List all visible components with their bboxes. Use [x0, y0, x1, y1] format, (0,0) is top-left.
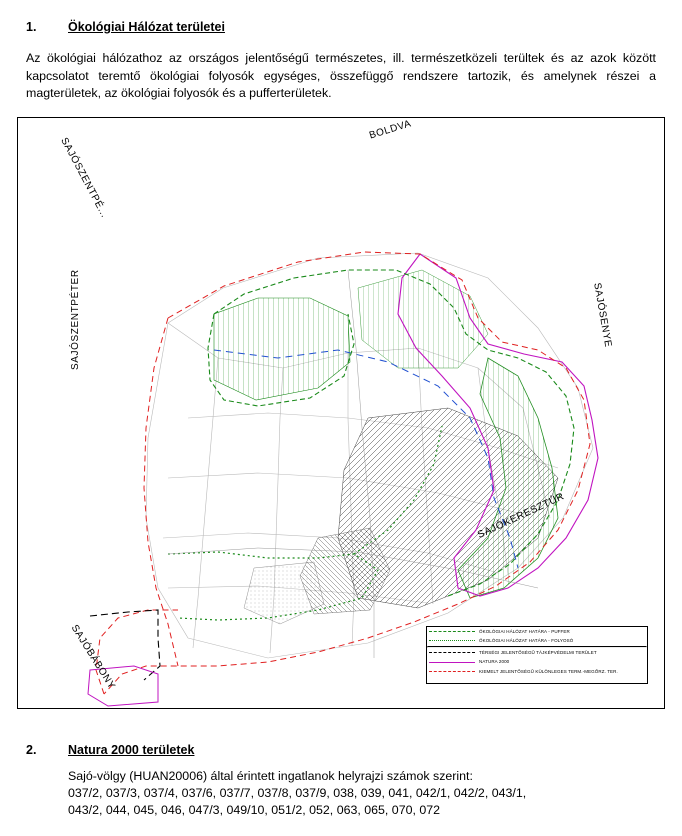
legend-row [427, 637, 647, 647]
legend-row [427, 658, 647, 668]
map-label-sajoszentpeter: SAJÓSZENTPÉTER [70, 269, 81, 370]
section-2-title: Natura 2000 területek [68, 743, 195, 757]
legend-symbol-green-dotted [429, 638, 475, 644]
section-2-number: 2. [26, 743, 37, 757]
map-label-sajosenye: SAJÓSENYE [591, 282, 614, 349]
section-1-paragraph: Az ökológiai hálózathoz az országos jelentőségű természetes, ill. természetközeli terültek és az azok között kapcsolatot teremtő ökológiai folyosók egységes, összefüggő rendszere tartozik, és amelynek részei a magterületek, az ökológiai folyosók és a pufferterületek. [26, 51, 656, 100]
map-legend [426, 626, 648, 684]
section-2-line: Sajó-völgy (HUAN20006) által érintett ingatlanok helyrajzi számok szerint: [68, 769, 473, 783]
legend-label: KIEMELT JELENTŐSÉGŰ KÜLÖNLEGES TERM.-MEGŐRZ. TER. [479, 668, 618, 674]
section-1-title: Ökológiai Hálózat területei [68, 20, 225, 34]
map-label-boldva: BOLDVA [368, 118, 413, 142]
section-1-heading [26, 20, 225, 34]
legend-label: TÉRSÉGI JELENTŐSÉGŰ TÁJKÉPVÉDELMI TERÜLET [479, 649, 597, 655]
section-2-line: 037/2, 037/3, 037/4, 037/6, 037/7, 037/8, 037/9, 038, 039, 041, 042/1, 042/2, 043/1, [68, 786, 527, 800]
legend-label: NATURA 2000 [479, 659, 510, 665]
legend-symbol-black-dashed [429, 650, 475, 656]
legend-label: ÖKOLÓGIAI HÁLÓZAT HATÁRA - PUFFER [479, 628, 570, 634]
section-2-heading [26, 743, 194, 757]
ecological-network-map [17, 117, 665, 709]
map-graphic [18, 118, 664, 708]
legend-row [427, 667, 647, 677]
section-2-body [68, 768, 658, 819]
map-label-sajokeresztur: SAJÓKERESZTÚR [476, 491, 567, 541]
map-label-sajoszentpeter-north: SAJÓSZENTPÉ... [58, 136, 110, 220]
legend-row [427, 627, 647, 637]
section-2-line: 043/2, 044, 045, 046, 047/3, 049/10, 051/2, 052, 063, 065, 070, 072 [68, 803, 441, 817]
legend-symbol-green-dashed [429, 629, 475, 635]
map-label-sajobabony: SAJÓBÁBONY [68, 623, 118, 692]
legend-symbol-magenta-solid [429, 660, 475, 666]
legend-label: ÖKOLÓGIAI HÁLÓZAT HATÁRA - FOLYOSÓ [479, 638, 574, 644]
section-1-number: 1. [26, 20, 37, 34]
legend-row [427, 648, 647, 658]
legend-symbol-red-dashed [429, 669, 475, 675]
